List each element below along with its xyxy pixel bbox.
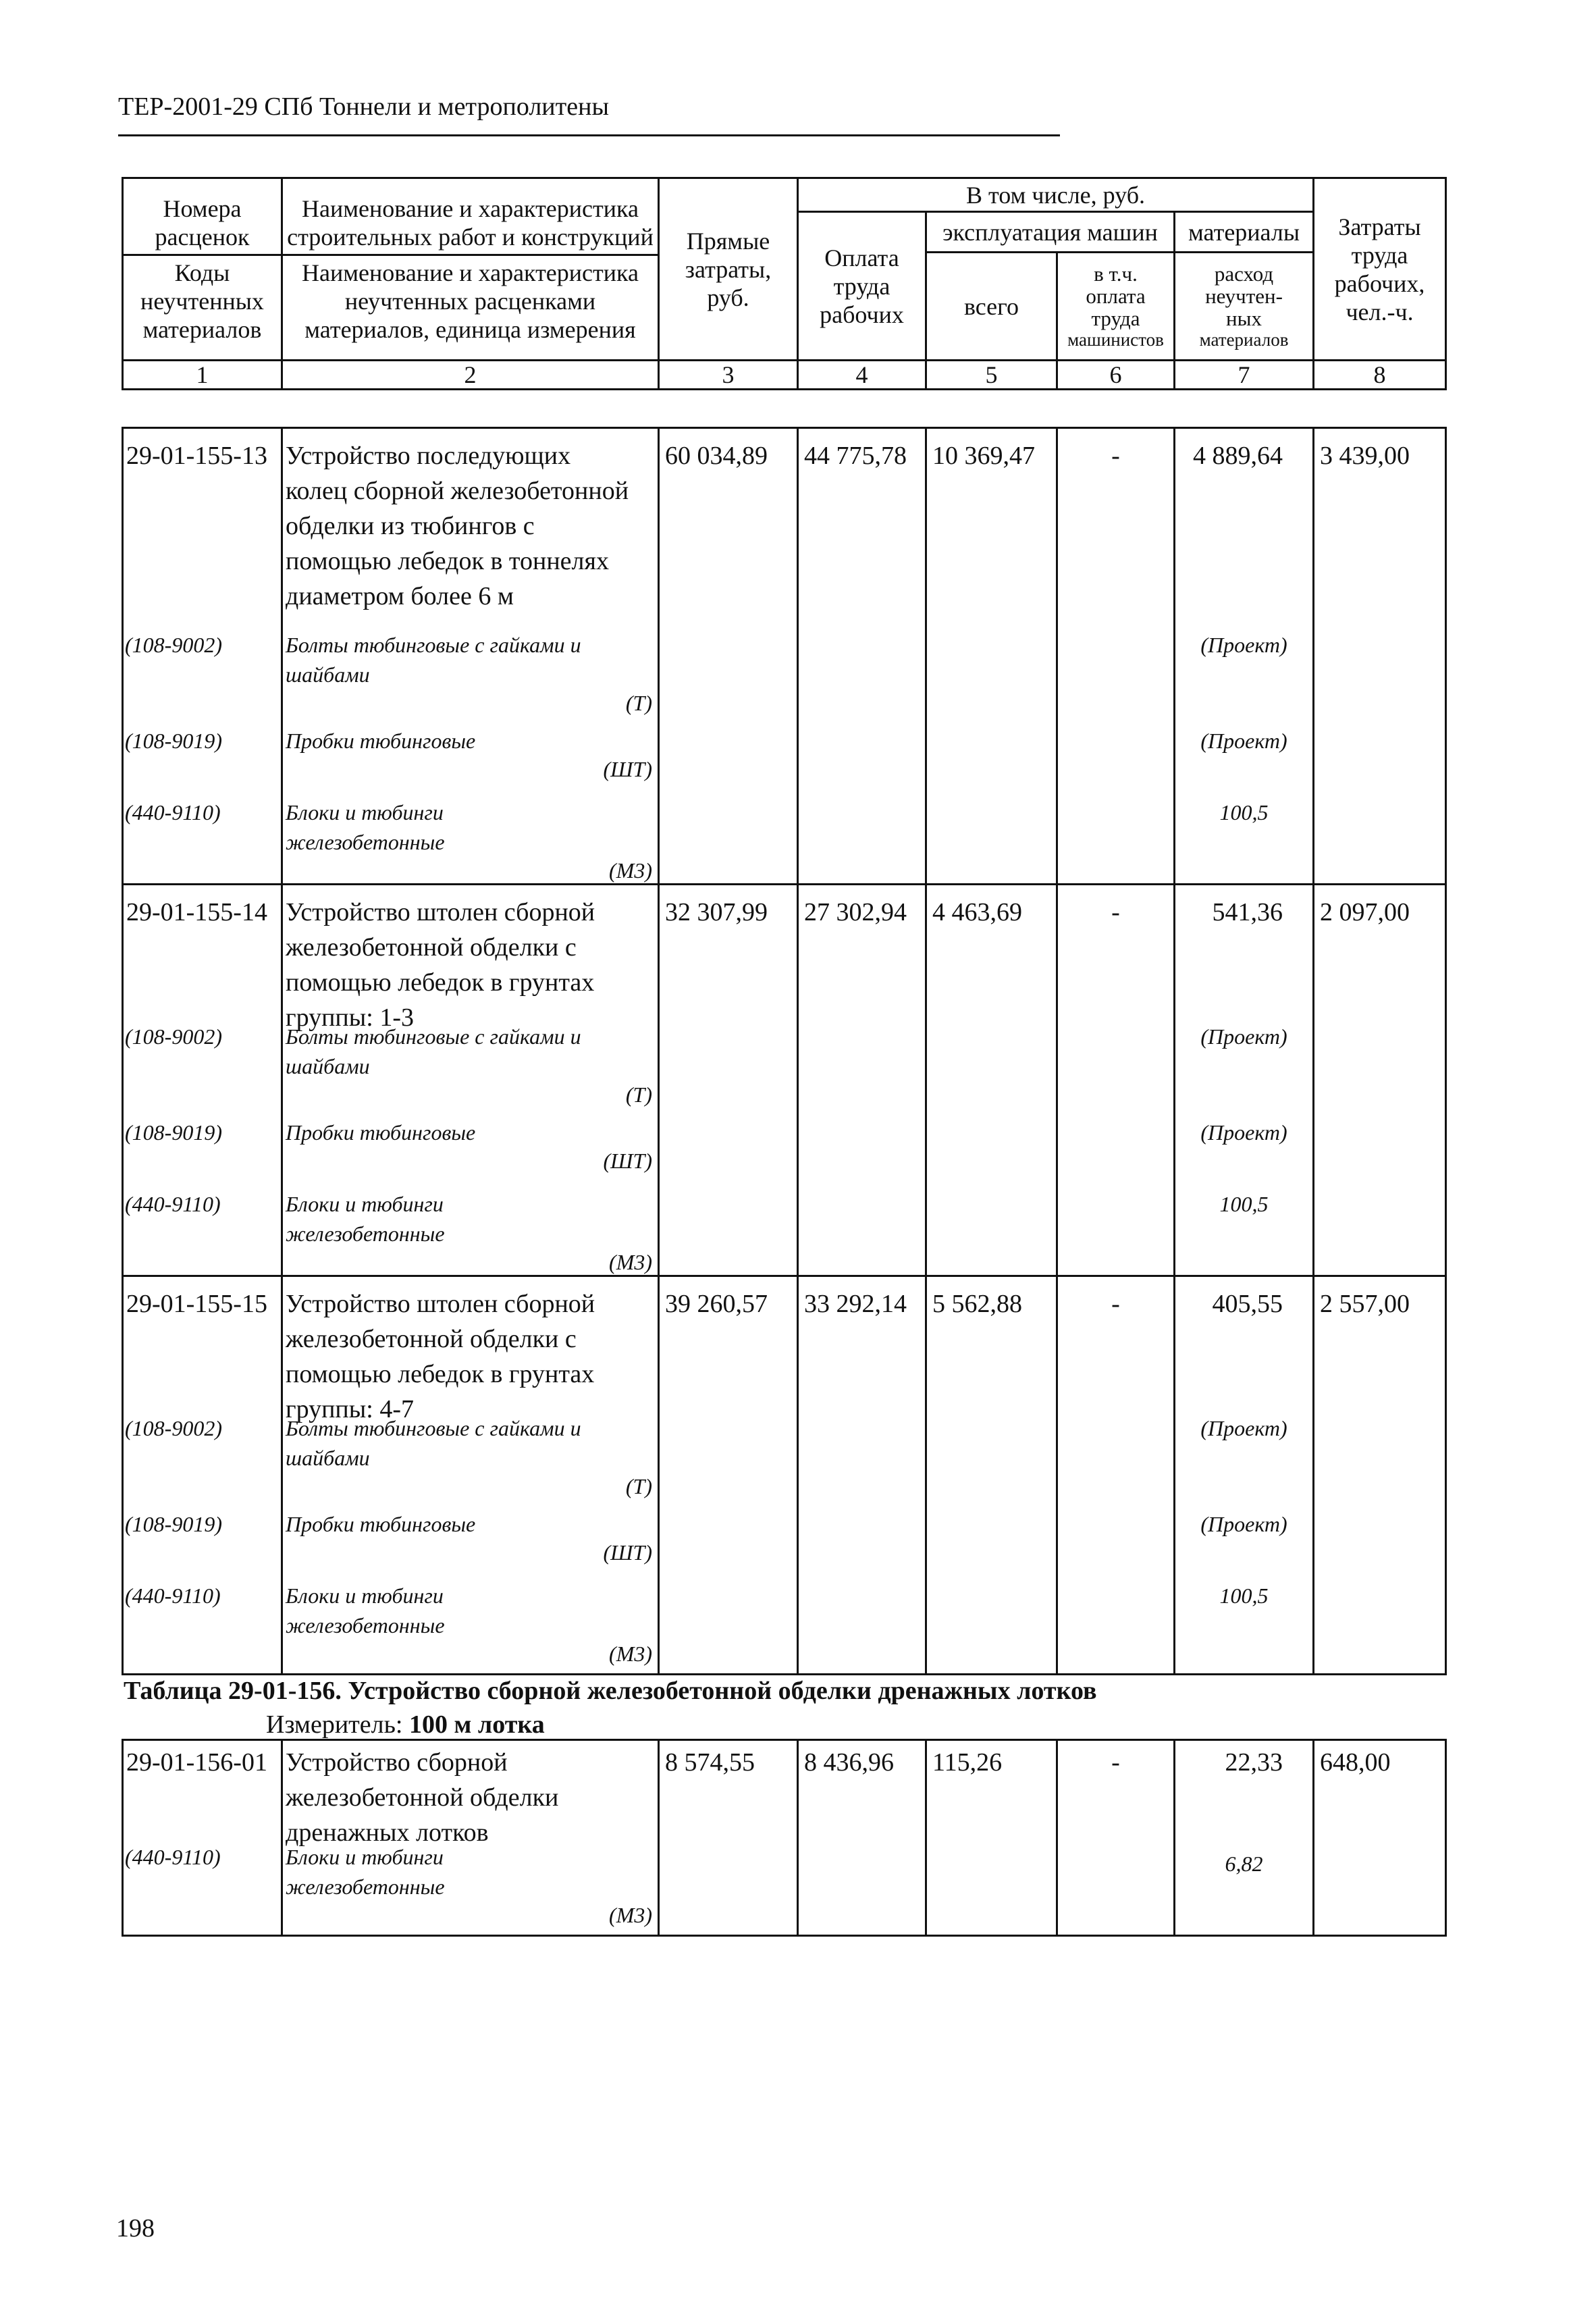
- rate-code: 29-01-155-14: [126, 898, 267, 926]
- page-number: 198: [116, 2214, 155, 2243]
- page-header: ТЕР-2001-29 СПб Тоннели и метрополитены: [118, 91, 1060, 136]
- table-header: [122, 177, 1447, 390]
- col-number: 6: [1057, 361, 1175, 390]
- rate-title-cell: [282, 428, 659, 885]
- material-unit: (М3): [609, 1642, 652, 1666]
- material-code: (440-9110): [125, 1583, 221, 1608]
- material-code: (108-9019): [125, 1120, 222, 1145]
- material-item: Пробки тюбинговые (ШТ): [283, 1118, 658, 1174]
- material-unit: (ШТ): [603, 1149, 652, 1173]
- material-item: Болты тюбинговые с гайками и шайбами (Т): [283, 1413, 658, 1500]
- rate-title-cell: [282, 885, 659, 1276]
- material-code: (108-9002): [125, 633, 222, 657]
- labor-pay: 8 436,96: [804, 1748, 894, 1777]
- material-value: 100,5: [1219, 1192, 1269, 1216]
- col-number: 1: [123, 361, 282, 390]
- labor-pay: 33 292,14: [804, 1290, 907, 1318]
- labor-hours: 2 097,00: [1320, 898, 1410, 926]
- col2-header: Наименование и характеристика строительных работ и конструкций Наименование и характеристика неучтенных расценками материалов, единица измерения: [282, 178, 659, 361]
- material-item: Пробки тюбинговые (ШТ): [283, 1509, 658, 1566]
- rate-code-cell: [123, 428, 282, 885]
- materials-cost: 405,55: [1212, 1290, 1283, 1318]
- col-number: 5: [926, 361, 1057, 390]
- labor-hours: 648,00: [1320, 1748, 1391, 1777]
- rate-code-cell: [123, 1740, 282, 1936]
- rate-code-cell: [123, 1276, 282, 1675]
- rate-code-cell: [123, 885, 282, 1276]
- material-unit: (Т): [625, 1082, 652, 1107]
- material-item: Блоки и тюбинги железобетонные (М3): [283, 797, 658, 884]
- materials-cost: 22,33: [1225, 1748, 1283, 1777]
- table-row: [123, 428, 1446, 885]
- material-code: (440-9110): [125, 1192, 221, 1216]
- material-unit: (ШТ): [603, 757, 652, 781]
- meter-label: Измеритель:: [266, 1710, 403, 1739]
- col6-header: в т.ч. оплата труда машинистов: [1057, 253, 1175, 361]
- col3-header: Прямые затраты, руб.: [659, 178, 798, 361]
- rate-title-cell: [282, 1276, 659, 1675]
- material-value: 100,5: [1219, 800, 1269, 824]
- material-code: (440-9110): [125, 1845, 221, 1869]
- labor-hours: 2 557,00: [1320, 1290, 1410, 1318]
- col-number: 4: [798, 361, 926, 390]
- direct-costs: 32 307,99: [665, 898, 768, 926]
- material-value: (Проект): [1200, 1416, 1287, 1440]
- material-code: (108-9019): [125, 729, 222, 753]
- rates-table-156: [122, 1739, 1447, 1937]
- material-unit: (М3): [609, 1903, 652, 1927]
- labor-pay: 44 775,78: [804, 442, 907, 470]
- materials-cost: 4 889,64: [1193, 442, 1283, 470]
- materials-header: материалы: [1175, 212, 1314, 253]
- machinists-pay: -: [1111, 1290, 1120, 1318]
- col7-header: расход неучтен- ных материалов: [1175, 253, 1314, 361]
- material-item: Блоки и тюбинги железобетонные (М3): [283, 1842, 658, 1929]
- machines-header: эксплуатация машин: [926, 212, 1175, 253]
- rate-code: 29-01-155-15: [126, 1290, 267, 1318]
- material-value: 100,5: [1219, 1583, 1269, 1608]
- table-row: [123, 885, 1446, 1276]
- table-row: [123, 1740, 1446, 1936]
- machines-total: 10 369,47: [932, 442, 1035, 470]
- machines-total: 4 463,69: [932, 898, 1022, 926]
- machinists-pay: -: [1111, 1748, 1120, 1777]
- direct-costs: 8 574,55: [665, 1748, 755, 1777]
- material-value: 6,82: [1225, 1852, 1263, 1876]
- material-item: Пробки тюбинговые (ШТ): [283, 726, 658, 783]
- material-unit: (М3): [609, 1250, 652, 1274]
- material-unit: (Т): [625, 691, 652, 715]
- labor-pay: 27 302,94: [804, 898, 907, 926]
- direct-costs: 39 260,57: [665, 1290, 768, 1318]
- material-code: (440-9110): [125, 800, 221, 824]
- material-value: (Проект): [1200, 729, 1287, 753]
- rate-code: 29-01-155-13: [126, 442, 267, 470]
- col-number: 3: [659, 361, 798, 390]
- material-unit: (ШТ): [603, 1540, 652, 1565]
- material-unit: (М3): [609, 858, 652, 883]
- rate-code: 29-01-156-01: [126, 1748, 267, 1777]
- material-unit: (Т): [625, 1474, 652, 1498]
- meter-value: 100 м лотка: [409, 1710, 545, 1739]
- table-meter: [266, 1710, 545, 1739]
- table-caption: Таблица 29-01-156. Устройство сборной железобетонной обделки дренажных лотков: [124, 1677, 1097, 1705]
- rate-title: Устройство штолен сборной железобетонной обделки с помощью лебедок в грунтах группы: 4-7: [286, 1290, 595, 1423]
- material-value: (Проект): [1200, 1512, 1287, 1536]
- col-number: 8: [1314, 361, 1446, 390]
- rate-title: Устройство последующих колец сборной железобетонной обделки из тюбингов с помощью лебедок в тоннелях диаметром более 6 м: [286, 442, 629, 610]
- material-item: Болты тюбинговые с гайками и шайбами (Т): [283, 1022, 658, 1108]
- machinists-pay: -: [1111, 442, 1120, 470]
- col4-header: Оплата труда рабочих: [798, 212, 926, 361]
- material-code: (108-9002): [125, 1416, 222, 1440]
- materials-cost: 541,36: [1212, 898, 1283, 926]
- group-header: В том числе, руб.: [798, 178, 1314, 212]
- col-number: 2: [282, 361, 659, 390]
- rates-table-155: [122, 427, 1447, 1675]
- material-value: (Проект): [1200, 633, 1287, 657]
- col8-header: Затраты труда рабочих, чел.-ч.: [1314, 178, 1446, 361]
- rate-title: Устройство штолен сборной железобетонной обделки с помощью лебедок в грунтах группы: 1-3: [286, 898, 595, 1032]
- rate-title-cell: [282, 1740, 659, 1936]
- col-number: 7: [1175, 361, 1314, 390]
- material-item: Болты тюбинговые с гайками и шайбами (Т): [283, 630, 658, 716]
- col1-header: Номера расценок Коды неучтенных материалов: [123, 178, 282, 361]
- rate-title: Устройство сборной железобетонной обделки дренажных лотков: [286, 1748, 559, 1847]
- machinists-pay: -: [1111, 898, 1120, 926]
- material-item: Блоки и тюбинги железобетонные (М3): [283, 1581, 658, 1667]
- machines-total: 5 562,88: [932, 1290, 1022, 1318]
- machines-total: 115,26: [932, 1748, 1003, 1777]
- direct-costs: 60 034,89: [665, 442, 768, 470]
- table-row: [123, 1276, 1446, 1675]
- col5-header: всего: [926, 253, 1057, 361]
- labor-hours: 3 439,00: [1320, 442, 1410, 470]
- material-code: (108-9019): [125, 1512, 222, 1536]
- material-item: Блоки и тюбинги железобетонные (М3): [283, 1189, 658, 1276]
- material-value: (Проект): [1200, 1024, 1287, 1049]
- material-value: (Проект): [1200, 1120, 1287, 1145]
- material-code: (108-9002): [125, 1024, 222, 1049]
